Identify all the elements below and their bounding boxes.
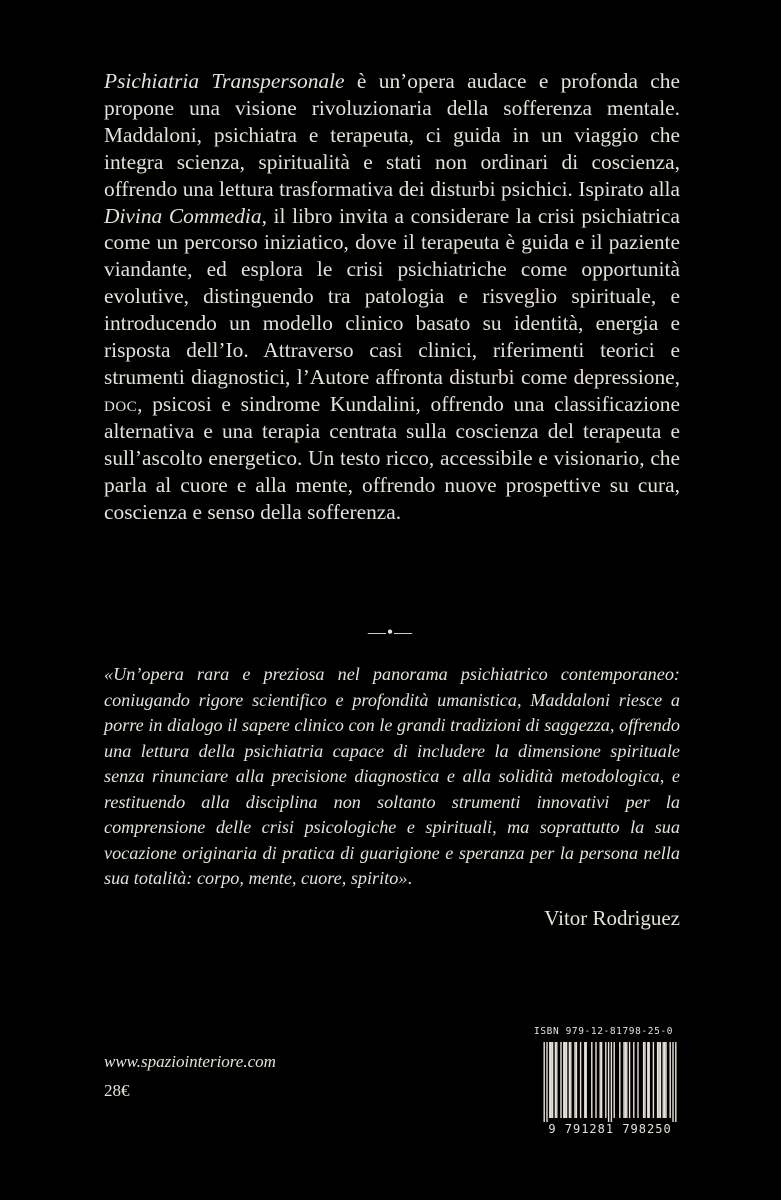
- quote-author: Vitor Rodriguez: [544, 906, 680, 930]
- barcode-bar: [637, 1042, 638, 1118]
- barcode-bar: [619, 1042, 620, 1118]
- barcode-bar: [565, 1042, 566, 1118]
- barcode-bar: [625, 1042, 626, 1118]
- barcode-bar: [574, 1042, 575, 1118]
- book-description: [104, 68, 680, 525]
- barcode-bar: [546, 1042, 547, 1122]
- barcode-bar: [584, 1042, 585, 1118]
- barcode-bar: [580, 1042, 581, 1118]
- barcode-bar: [660, 1042, 661, 1118]
- publisher-website: www.spaziointeriore.com: [104, 1052, 276, 1071]
- barcode-bar: [576, 1042, 577, 1118]
- barcode-bar: [555, 1042, 556, 1118]
- barcode-bar: [595, 1042, 596, 1118]
- testimonial-quote: [104, 662, 680, 892]
- barcode-bars: [534, 1042, 686, 1122]
- barcode-bar: [633, 1042, 634, 1118]
- abbreviation: doc: [104, 391, 138, 416]
- book-title: Psichiatria Transpersonale: [104, 69, 345, 93]
- barcode-bar: [569, 1042, 570, 1118]
- barcode-bar: [549, 1042, 550, 1118]
- barcode-bar: [600, 1042, 601, 1118]
- barcode-bar: [611, 1042, 612, 1122]
- barcode-bar: [653, 1042, 654, 1118]
- barcode-bar: [544, 1042, 545, 1122]
- barcode-digits: 9 791281 798250: [548, 1122, 672, 1136]
- barcode-bar: [605, 1042, 606, 1118]
- barcode-bar: [614, 1042, 615, 1118]
- barcode-bar: [570, 1042, 571, 1118]
- barcode-bar: [563, 1042, 564, 1118]
- barcode-bar: [591, 1042, 592, 1118]
- barcode-bar: [608, 1042, 609, 1122]
- barcode-bar: [665, 1042, 666, 1118]
- barcode-bar: [657, 1042, 658, 1118]
- barcode-bar: [629, 1042, 630, 1118]
- isbn-label: ISBN 979-12-81798-25-0: [534, 1026, 674, 1037]
- barcode-bar: [560, 1042, 561, 1118]
- barcode-bar: [586, 1042, 587, 1118]
- barcode-bar: [670, 1042, 671, 1118]
- barcode-bar: [551, 1042, 552, 1118]
- barcode-bar: [552, 1042, 553, 1118]
- barcode-bar: [626, 1042, 627, 1118]
- barcode-bar: [643, 1042, 644, 1118]
- barcode-bar: [658, 1042, 659, 1118]
- quote-end: .: [407, 868, 412, 888]
- barcode-bar: [644, 1042, 645, 1118]
- barcode-bar: [647, 1042, 648, 1118]
- barcode-bar: [566, 1042, 567, 1118]
- barcode-bar: [663, 1042, 664, 1118]
- price-label: 28€: [104, 1081, 130, 1100]
- barcode-bar: [623, 1042, 624, 1118]
- barcode: [534, 1026, 686, 1134]
- barcode-bar: [675, 1042, 676, 1122]
- section-divider: —•—: [367, 622, 414, 642]
- barcode-bar: [664, 1042, 665, 1118]
- barcode-bar: [672, 1042, 673, 1122]
- reference-title: Divina Commedia: [104, 203, 262, 228]
- quote-text: «Un’opera rara e preziosa nel panorama psichiatrico contemporaneo: coniugando rigore scientifico e profondità umanistica, Maddaloni riesce a porre in dialogo il sapere clinico con le grandi tradizioni di saggezza, offrendo una lettura della psichiatria capace di includere la dimensione spirituale senza rinunciare alla precisione diagnostica e alla solidità metodologica, e restituendo alla disciplina non soltanto strumenti innovativi per la comprensione delle crisi psicologiche e spirituali, ma soprattutto la sua vocazione originaria di pratica di guarigione e speranza per la persona nella sua totalità: corpo, mente, cuore, spirito»: [104, 664, 680, 888]
- description-text-1: è un’opera audace e profonda che propone una visione rivoluzionaria della sofferenza mentale. Maddaloni, psichiatra e terapeuta, ci guida in un viaggio che integra scienza, spiritualità e stati non ordinari di coscienza, offrendo una lettura trasformativa dei disturbi psichici. Ispirato alla: [104, 69, 680, 201]
- barcode-bar: [556, 1042, 557, 1118]
- barcode-bar: [649, 1042, 650, 1118]
- description-text-2: , il libro invita a considerare la crisi psichiatrica come un percorso iniziatico, dove il terapeuta è guida e il paziente viandante, ed esplora le crisi psichiatriche come opportunità evolutive, distinguendo tra patologia e risveglio spirituale, e introducendo un modello clinico basato su identità, energia e risposta dell’Io. Attraverso casi clinici, riferimenti teorici e strumenti diagnostici, l’Autore affronta disturbi come depressione,: [104, 203, 680, 389]
- barcode-bar: [601, 1042, 602, 1118]
- description-text-3: , psicosi e sindrome Kundalini, offrendo una classificazione alternativa e una terapia centrata sulla coscienza del terapeuta e sull’ascolto energetico. Un testo ricco, accessibile e visionario, che parla al cuore e alla mente, offrendo nuove prospettive su cura, coscienza e senso della sofferenza.: [104, 391, 680, 524]
